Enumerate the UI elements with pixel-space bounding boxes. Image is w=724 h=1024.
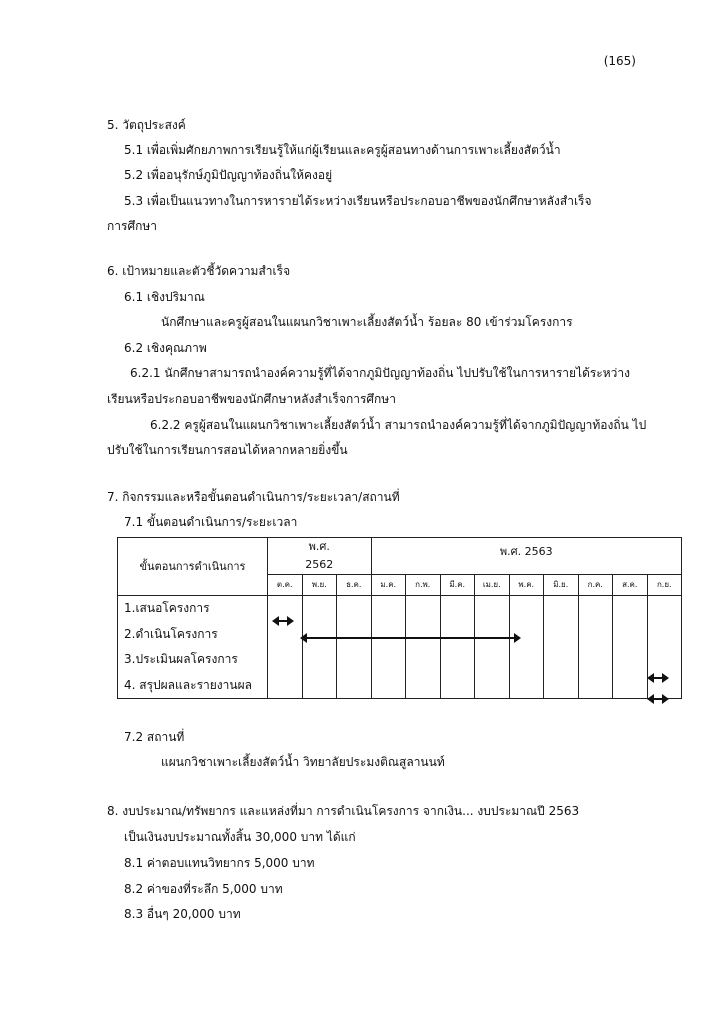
objective-5-2: 5.2 เพื่ออนุรักษ์ภูมิปัญญาท้องถิ่นให้คงอยู่ (124, 168, 333, 182)
month-header: ม.ค. (371, 575, 406, 596)
step-column-header: ขั้นตอนการดำเนินการ (118, 538, 268, 596)
schedule-subheading: 7.1 ขั้นตอนดำเนินการ/ระยะเวลา (124, 515, 298, 529)
section-7-heading: 7. กิจกรรมและหรือขั้นตอนดำเนินการ/ระยะเวลา/สถานที่ (107, 490, 400, 504)
month-header: มี.ค. (440, 575, 475, 596)
month-header: ก.ย. (647, 575, 682, 596)
quantity-heading: 6.1 เชิงปริมาณ (124, 290, 205, 304)
page-number: (165) (603, 54, 636, 68)
section-5-heading: 5. วัตถุประสงค์ (107, 118, 186, 132)
schedule-table (117, 537, 682, 699)
budget-item-8-1: 8.1 ค่าตอบแทนวิทยากร 5,000 บาท (124, 856, 315, 870)
year-2562-header (268, 538, 372, 575)
activity-label: 2.ดำเนินโครงการ (118, 622, 268, 648)
quality-6-2-1-cont: เรียนหรือประกอบอาชีพของนักศึกษาหลังสำเร็จการศึกษา (107, 392, 396, 406)
place-text: แผนกวิชาเพาะเลี้ยงสัตว์น้ำ วิทยาลัยประมงติณสูลานนท์ (161, 755, 445, 769)
report-duration-arrow (647, 694, 669, 704)
evaluation-duration-arrow (647, 673, 669, 683)
month-header: ต.ค. (268, 575, 303, 596)
objective-5-3-cont: การศึกษา (107, 219, 157, 233)
month-header: ธ.ค. (337, 575, 372, 596)
objective-5-1: 5.1 เพื่อเพิ่มศักยภาพการเรียนรู้ให้แก่ผู้เรียนและครูผู้สอนทางด้านการเพาะเลี้ยงสัตว์น้ำ (124, 143, 561, 157)
month-header: เม.ย. (475, 575, 510, 596)
implementation-duration-arrow (300, 633, 521, 643)
proposal-duration-arrow (272, 616, 294, 626)
budget-total: เป็นเงินงบประมาณทั้งสิ้น 30,000 บาท ได้แก่ (124, 830, 356, 844)
place-subheading: 7.2 สถานที่ (124, 730, 185, 744)
quantity-text: นักศึกษาและครูผู้สอนในแผนกวิชาเพาะเลี้ยงสัตว์น้ำ ร้อยละ 80 เข้าร่วมโครงการ (161, 315, 573, 329)
year-2562-label: พ.ศ. (308, 540, 330, 553)
objective-5-3: 5.3 เพื่อเป็นแนวทางในการหารายได้ระหว่างเรียนหรือประกอบอาชีพของนักศึกษาหลังสำเร็จ (124, 194, 592, 208)
year-2563-header: พ.ศ. 2563 (371, 538, 682, 575)
budget-item-8-3: 8.3 อื่นๆ 20,000 บาท (124, 907, 241, 921)
budget-item-8-2: 8.2 ค่าของที่ระลึก 5,000 บาท (124, 882, 283, 896)
quality-6-2-1: 6.2.1 นักศึกษาสามารถนำองค์ความรู้ที่ได้จากภูมิปัญญาท้องถิ่น ไปปรับใช้ในการหารายได้ระหว่าง (130, 366, 630, 380)
activity-label: 4. สรุปผลและรายงานผล (118, 673, 268, 699)
month-header: ก.พ. (406, 575, 441, 596)
quality-heading: 6.2 เชิงคุณภาพ (124, 341, 207, 355)
month-header: พ.ย. (302, 575, 337, 596)
quality-6-2-2: 6.2.2 ครูผู้สอนในแผนกวิชาเพาะเลี้ยงสัตว์น้ำ สามารถนำองค์ความรู้ที่ได้จากภูมิปัญญาท้องถิ่น ไป (150, 418, 647, 432)
quality-6-2-2-cont: ปรับใช้ในการเรียนการสอนได้หลากหลายยิ่งขึ้น (107, 443, 348, 457)
section-8-heading: 8. งบประมาณ/ทรัพยากร และแหล่งที่มา การดำเนินโครงการ จากเงิน... งบประมาณปี 2563 (107, 804, 580, 818)
section-6-heading: 6. เป้าหมายและตัวชี้วัดความสำเร็จ (107, 264, 291, 278)
month-header: พ.ค. (509, 575, 544, 596)
year-2562-value: 2562 (305, 558, 334, 571)
activity-label: 3.ประเมินผลโครงการ (118, 647, 268, 673)
month-header: ก.ค. (578, 575, 613, 596)
activity-label: 1.เสนอโครงการ (118, 596, 268, 622)
month-header: ส.ค. (613, 575, 648, 596)
month-header: มิ.ย. (544, 575, 579, 596)
